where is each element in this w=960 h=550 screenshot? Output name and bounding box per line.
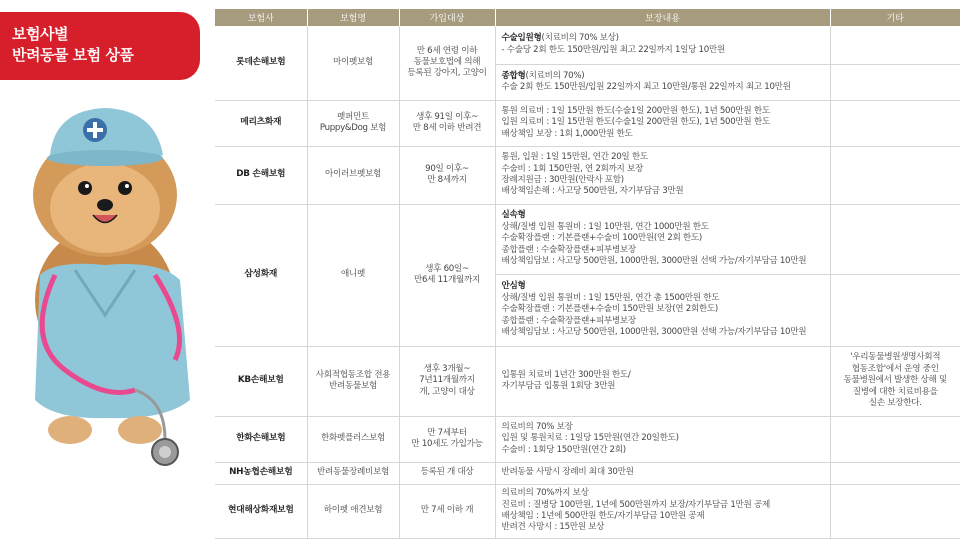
target-cell: 생후 3개월~ 7년11개월까지 개, 고양이 대상 xyxy=(399,346,495,416)
product-cell: 반려동물장례비보험 xyxy=(307,462,399,484)
etc-cell xyxy=(830,462,960,484)
etc-cell xyxy=(830,274,960,346)
table-row xyxy=(215,416,960,462)
dog-doctor-illustration xyxy=(15,100,215,490)
header-target: 가입대상 xyxy=(399,9,495,26)
coverage-cell: 통원, 입원 : 1일 15만원, 연간 20일 한도 수술비 : 1회 150만원, 연 2회까지 보장 장례지원금 : 30만원(안락사 포함) 배상책임손해 : 사고당 500만원, 자기부담금 3만원 xyxy=(495,146,830,204)
page-title-line2: 반려동물 보험 상품 xyxy=(12,46,134,64)
company-cell: 한화손해보험 xyxy=(215,416,307,462)
target-cell: 생후 91일 이후~ 만 8세 이하 반려견 xyxy=(399,100,495,146)
page-title-banner xyxy=(0,12,200,80)
company-cell: 삼성화재 xyxy=(215,204,307,346)
coverage-cell: 반려동물 사망시 장례비 최대 30만원 xyxy=(495,462,830,484)
target-cell: 생후 60일~ 만6세 11개월까지 xyxy=(399,204,495,346)
etc-cell xyxy=(830,204,960,274)
company-cell: NH농협손해보험 xyxy=(215,462,307,484)
etc-cell xyxy=(830,484,960,538)
insurance-comparison-table xyxy=(215,9,960,539)
target-cell: 만 7세 이하 개 xyxy=(399,484,495,538)
etc-cell xyxy=(830,100,960,146)
table-row xyxy=(215,146,960,204)
product-cell: 아이러브펫보험 xyxy=(307,146,399,204)
header-coverage: 보장내용 xyxy=(495,9,830,26)
table-row xyxy=(215,204,960,274)
target-cell: 등록된 개 대상 xyxy=(399,462,495,484)
coverage-cell: 수술입원형(치료비의 70% 보상) - 수술당 2회 한도 150만원/입원 최고 22일까지 1일당 10만원 xyxy=(495,26,830,64)
product-cell: 한화펫플러스보험 xyxy=(307,416,399,462)
table-header-row xyxy=(215,9,960,26)
target-cell: 만 6세 연령 이하 동물보호법에 의해 등록된 강아지, 고양이 xyxy=(399,26,495,100)
etc-cell: '우리동물병원생명사회적 협동조합'에서 운영 중인 동물병원에서 발생한 상해 및 질병에 대한 치료비용을 실손 보장한다. xyxy=(830,346,960,416)
coverage-cell: 안심형 상해/질병 입원 통원비 : 1일 15만원, 연간 총 1500만원 한도 수술확장플랜 : 기본플랜+수술비 150만원 보장(연 2회한도) 종합플랜 : 수술확장플랜+피부병보장 배상책임담보 : 사고당 500만원, 1000만원, 3000만원 선택 가능/자기부담금 10만원 xyxy=(495,274,830,346)
table-row xyxy=(215,26,960,64)
coverage-cell: 통원 의료비 : 1일 15만원 한도(수술1일 200만원 한도), 1년 500만원 한도 입원 의료비 : 1일 15만원 한도(수술1일 200만원 한도), 1년 500만원 한도 배상책임 보장 : 1회 1,000만원 한도 xyxy=(495,100,830,146)
company-cell: KB손해보험 xyxy=(215,346,307,416)
company-cell: 메리츠화재 xyxy=(215,100,307,146)
page-title-line1: 보험사별 xyxy=(12,25,68,43)
header-company: 보험사 xyxy=(215,9,307,26)
target-cell: 만 7세부터 만 10세도 가입가능 xyxy=(399,416,495,462)
table-row xyxy=(215,100,960,146)
header-product: 보험명 xyxy=(307,9,399,26)
etc-cell xyxy=(830,416,960,462)
company-cell: 현대해상화재보험 xyxy=(215,484,307,538)
product-cell: 하이펫 애견보험 xyxy=(307,484,399,538)
product-cell: 마이펫보험 xyxy=(307,26,399,100)
table-row xyxy=(215,462,960,484)
target-cell: 90일 이후~ 만 8세까지 xyxy=(399,146,495,204)
coverage-cell: 의료비의 70% 보장 입원 및 통원치료 : 1일당 15만원(연간 20일한도) 수술비 : 1회당 150만원(연간 2회) xyxy=(495,416,830,462)
coverage-cell: 종합형(치료비의 70%) 수술 2회 한도 150만원/입원 22일까지 최고 10만원/통원 22일까지 최고 10만원 xyxy=(495,64,830,100)
etc-cell xyxy=(830,26,960,64)
coverage-cell: 의료비의 70%까지 보상 진료비 : 질병당 100만원, 1년에 500만원까지 보장/자기부담금 1만원 공제 배상책임 : 1년에 500만원 한도/자기부담금 10만원 공제 반려견 사망시 : 15만원 보상 xyxy=(495,484,830,538)
company-cell: DB 손해보험 xyxy=(215,146,307,204)
coverage-cell: 실속형 상해/질병 입원 통원비 : 1일 10만원, 연간 1000만원 한도 수술확장플랜 : 기본플랜+수술비 100만원(연 2회 한도) 종합플랜 : 수술확장플랜+피부병보장 배상책임담보 : 사고당 500만원, 1000만원, 3000만원 선택 가능/자기부담금 10만원 xyxy=(495,204,830,274)
product-cell: 펫퍼민트 Puppy&Dog 보험 xyxy=(307,100,399,146)
header-etc: 기타 xyxy=(830,9,960,26)
company-cell: 롯데손해보험 xyxy=(215,26,307,100)
table-row xyxy=(215,484,960,538)
product-cell: 애니펫 xyxy=(307,204,399,346)
table-row xyxy=(215,346,960,416)
etc-cell xyxy=(830,64,960,100)
coverage-cell: 입통원 치료비 1년간 300만원 한도/ 자기부담금 입통원 1회당 3만원 xyxy=(495,346,830,416)
etc-cell xyxy=(830,146,960,204)
product-cell: 사회적협동조합 전용 반려동물보험 xyxy=(307,346,399,416)
